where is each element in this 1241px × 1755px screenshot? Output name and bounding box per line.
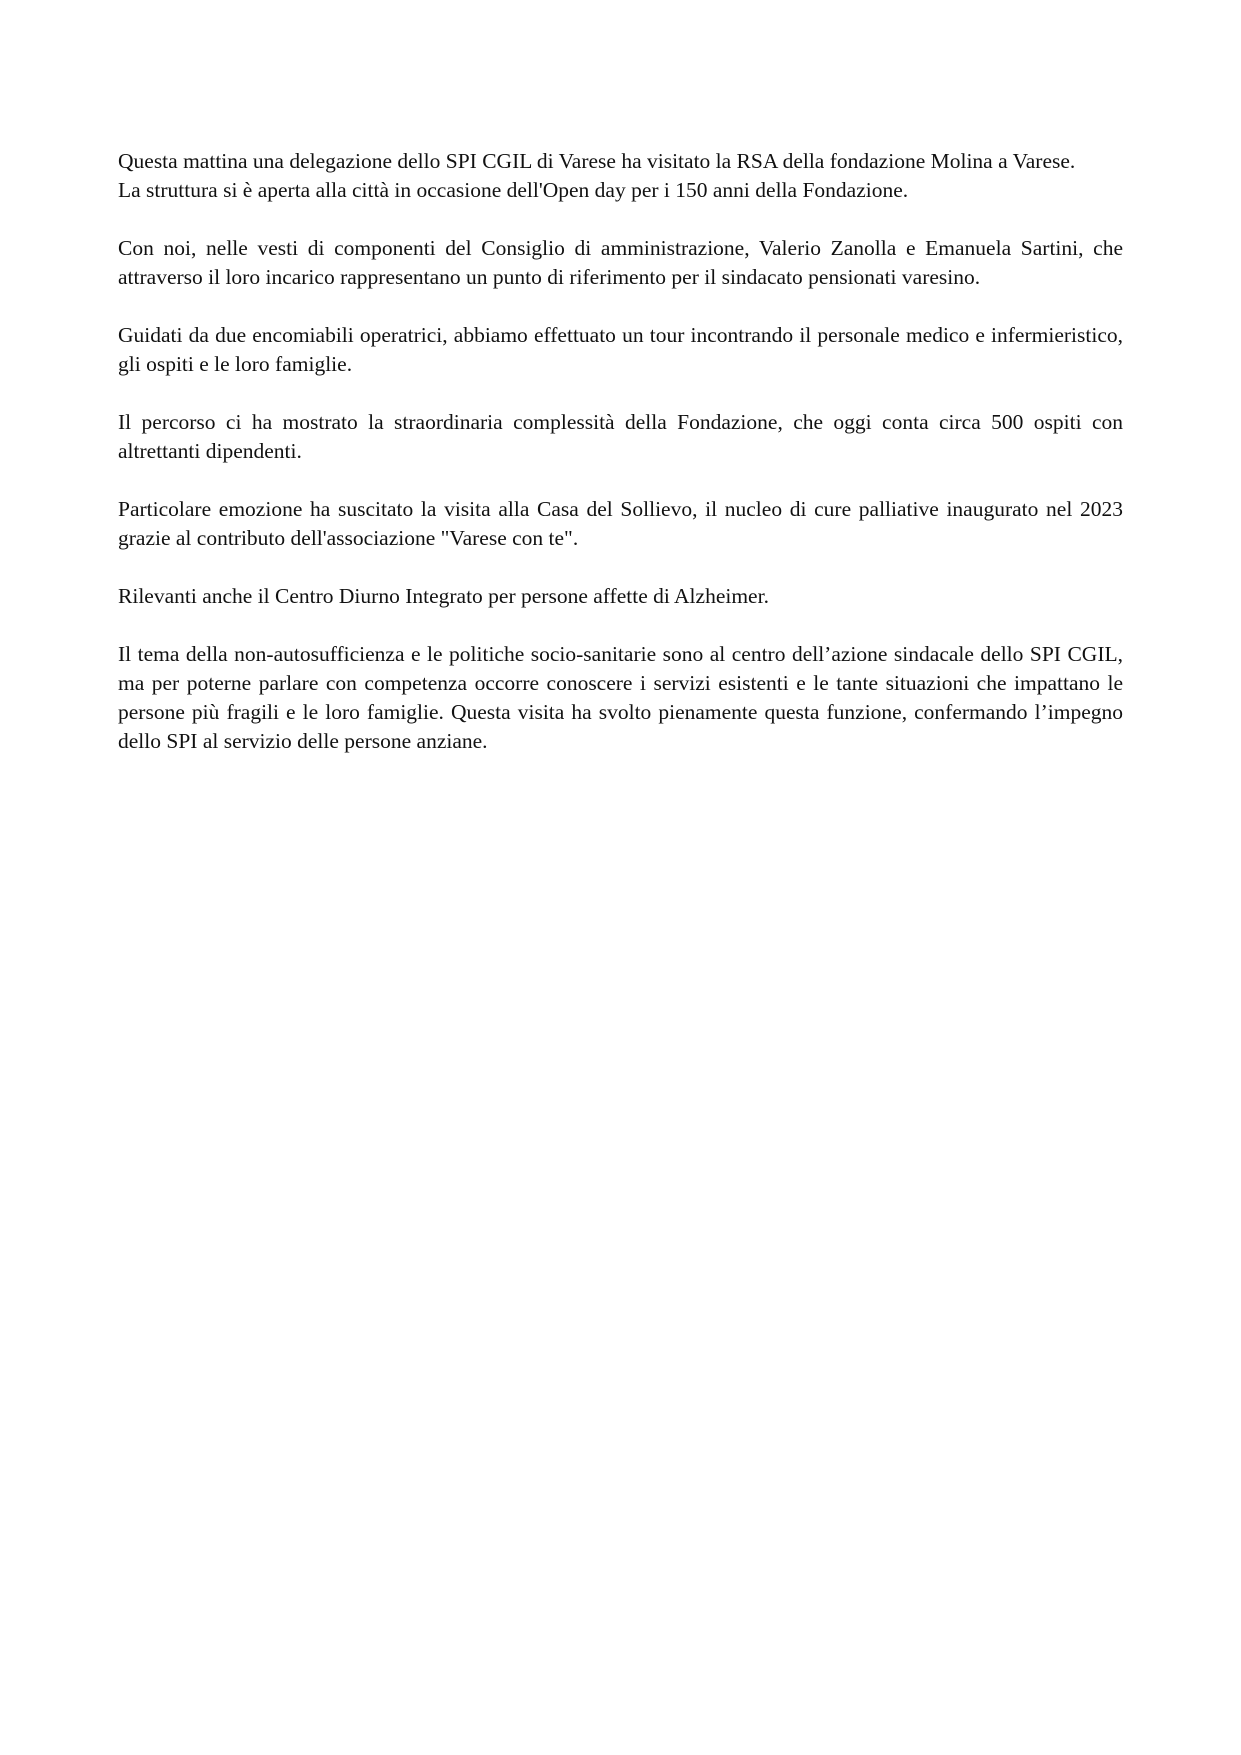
- paragraph-tour: Guidati da due encomiabili operatrici, abbiamo effettuato un tour incontrando il personale medico e infermieristico, gli ospiti e le loro famiglie.: [118, 323, 1123, 376]
- paragraph-complexity: Il percorso ci ha mostrato la straordinaria complessità della Fondazione, che oggi conta circa 500 ospiti con altrettanti dipendenti.: [118, 410, 1123, 463]
- paragraph-conclusion: Il tema della non-autosufficienza e le politiche socio-sanitarie sono al centro dell’azione sindacale dello SPI CGIL, ma per poterne parlare con competenza occorre conoscere i servizi esistenti e le tante situazioni che impattano le persone più fragili e le loro famiglie. Questa visita ha svolto pienamente questa funzione, confermando l’impegno dello SPI al servizio delle persone anziane.: [118, 642, 1123, 753]
- intro-line-1: Questa mattina una delegazione dello SPI CGIL di Varese ha visitato la RSA della fondazione Molina a Varese.: [118, 149, 1076, 173]
- paragraph-centro-diurno: Rilevanti anche il Centro Diurno Integrato per persone affette di Alzheimer.: [118, 584, 769, 608]
- paragraph-board-members: Con noi, nelle vesti di componenti del Consiglio di amministrazione, Valerio Zanolla e Emanuela Sartini, che attraverso il loro incarico rappresentano un punto di riferimento per il sindacato pensionati varesino.: [118, 236, 1123, 289]
- intro-line-2: La struttura si è aperta alla città in occasione dell'Open day per i 150 anni della Fondazione.: [118, 178, 909, 202]
- document-body: [118, 147, 1123, 785]
- intro-paragraph: [118, 147, 1123, 205]
- paragraph-casa-sollievo: Particolare emozione ha suscitato la visita alla Casa del Sollievo, il nucleo di cure palliative inaugurato nel 2023 grazie al contributo dell'associazione "Varese con te".: [118, 497, 1123, 550]
